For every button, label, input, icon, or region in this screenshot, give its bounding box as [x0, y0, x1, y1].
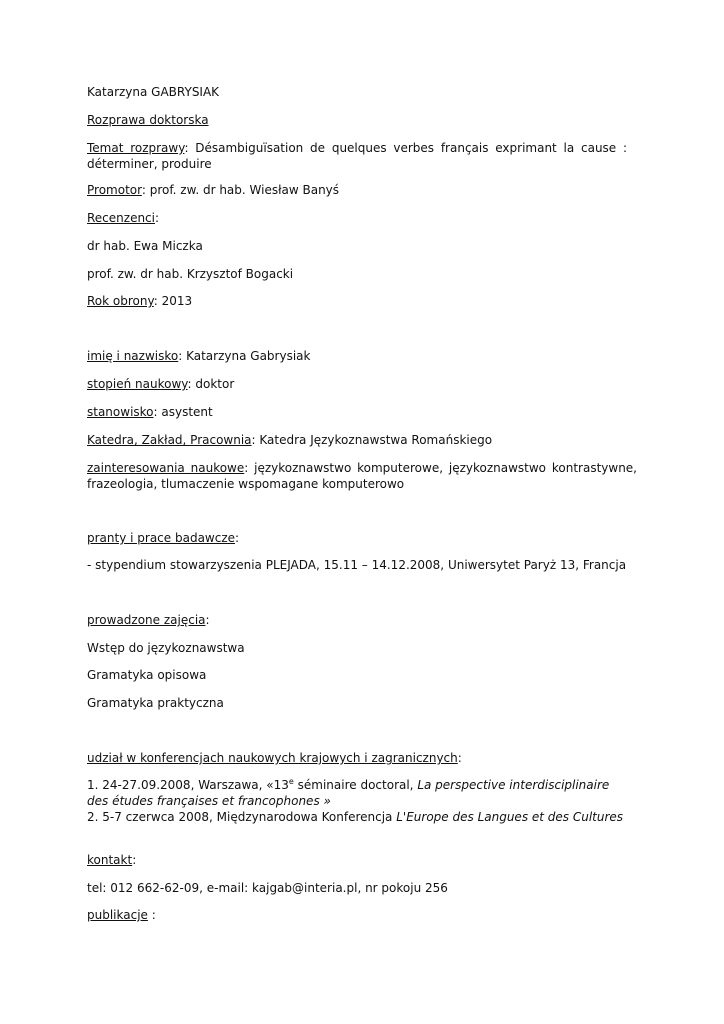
interests-field: zainteresowania naukowe: językoznawstwo komputerowe, językoznawstwo kontrastywne, frazeologia, tlumaczenie wspomagane komputerowo: [87, 461, 637, 491]
conference-item-2: 2. 5-7 czerwca 2008, Międzynarodowa Konferencja L'Europe des Langues et des Cultures: [87, 810, 624, 824]
reviewer-2: prof. zw. dr hab. Krzysztof Bogacki: [87, 267, 294, 281]
defense-label: Rok obrony: [87, 294, 154, 308]
thesis-topic-label: Temat rozprawy: [87, 141, 185, 155]
reviewers-label: Recenzenci: [87, 211, 155, 225]
grants-heading: pranty i prace badawcze:: [87, 531, 240, 545]
contact-line: tel: 012 662-62-09, e-mail: kajgab@interia.pl, nr pokoju 256: [87, 881, 448, 895]
full-name-field: imię i nazwisko: Katarzyna Gabrysiak: [87, 349, 311, 363]
defense-year: [87, 293, 637, 309]
course-item: Gramatyka opisowa: [87, 668, 207, 682]
conferences-heading: udział w konferencjach naukowych krajowych i zagranicznych:: [87, 751, 462, 765]
grant-item: - stypendium stowarzyszenia PLEJADA, 15.11 – 14.12.2008, Uniwersytet Paryż 13, Francja: [87, 558, 627, 572]
thesis-heading: Rozprawa doktorska: [87, 113, 209, 127]
degree-field: stopień naukowy: doktor: [87, 377, 235, 391]
reviewer-1: dr hab. Ewa Miczka: [87, 239, 203, 253]
publications-heading: publikacje :: [87, 908, 156, 922]
course-item: Gramatyka praktyczna: [87, 696, 224, 710]
department-field: Katedra, Zakład, Pracownia: Katedra Językoznawstwa Romańskiego: [87, 433, 493, 447]
course-item: Wstęp do językoznawstwa: [87, 641, 245, 655]
contact-heading: kontakt:: [87, 853, 137, 867]
promoter-label: Promotor: [87, 183, 142, 197]
thesis-topic: [87, 140, 627, 172]
author-name: Katarzyna GABRYSIAK: [87, 85, 220, 99]
position-field: stanowisko: asystent: [87, 405, 213, 419]
conference-item-1: 1. 24-27.09.2008, Warszawa, «13e séminaire doctoral, La perspective interdisciplinaire des études françaises et francophones »: [87, 777, 610, 808]
promoter-value: : prof. zw. dr hab. Wiesław Banyś: [141, 183, 340, 197]
courses-heading: prowadzone zajęcia:: [87, 613, 210, 627]
reviewers-heading: Recenzenci:: [87, 211, 160, 225]
defense-value: : 2013: [153, 294, 193, 308]
promoter: [87, 182, 637, 198]
thesis-topic-value: : Désambiguïsation de quelques verbes français exprimant la cause : déterminer, produire: [87, 141, 627, 171]
